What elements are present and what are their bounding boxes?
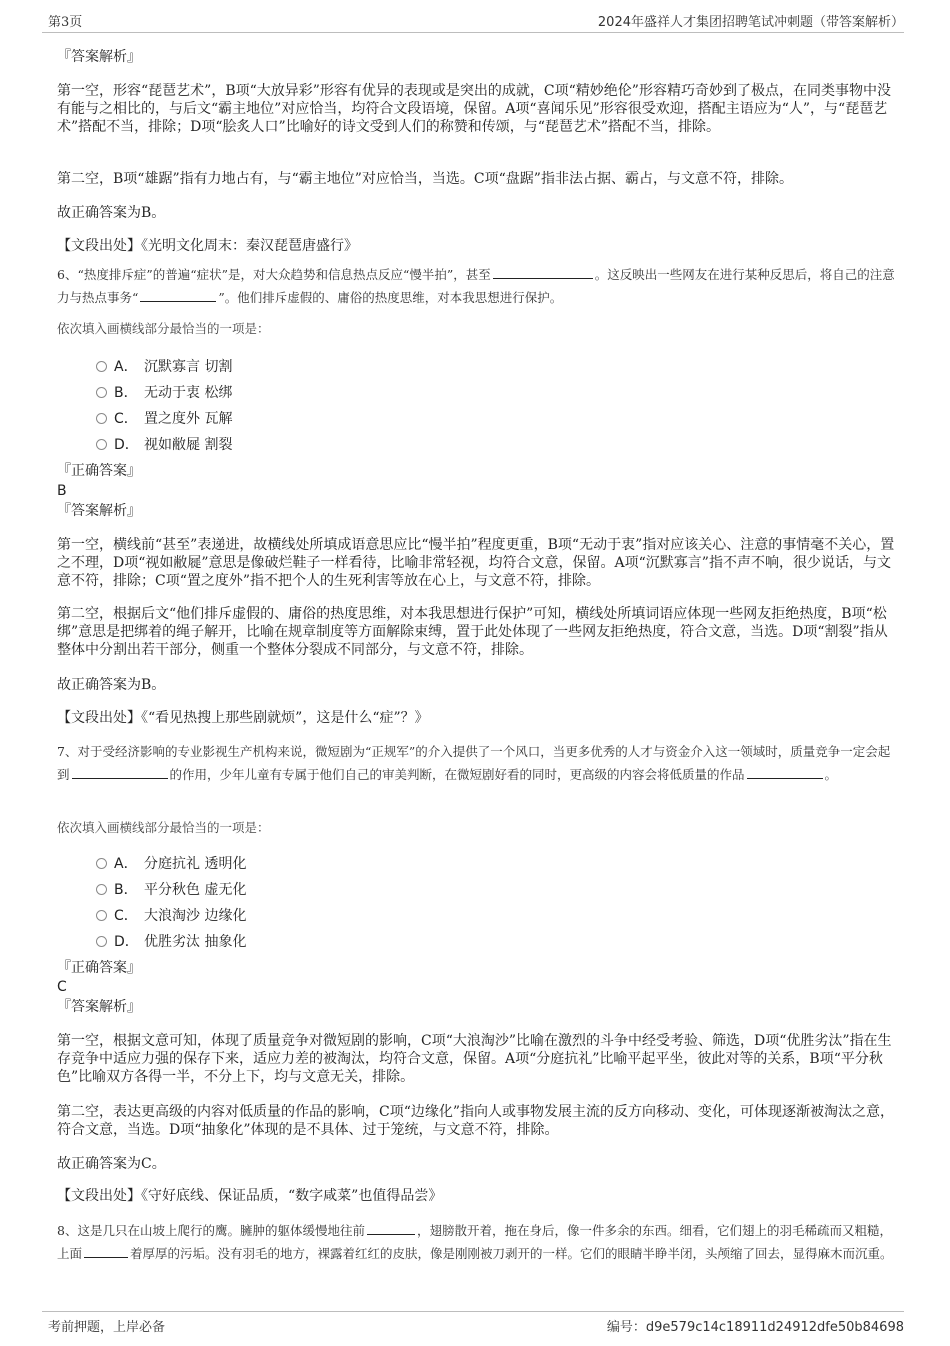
q5-source (57, 237, 895, 255)
document-code: 编号：d9e579c14c18911d24912dfe50b84698 (606, 1320, 904, 1335)
radio-button[interactable] (96, 910, 107, 921)
source-label: 【文段出处】 (57, 238, 141, 254)
correct-answer-heading: 『正确答案』 (57, 960, 141, 976)
radio-button[interactable] (96, 936, 107, 947)
fill-blank (493, 264, 593, 279)
q5-analysis-p1: 第一空，形容“琵琶艺术”，B项“大放异彩”形容有优异的表现或是突出的成就，C项“精妙绝伦”形容精巧奇妙到了极点，在同类事物中没有能与之相比的，与后文“霸主地位”对应恰当，均符合文段语境，保留。A项“喜闻乐见”形容很受欢迎，搭配主语应为“人”，与“琵琶艺术”搭配不当，排除；D项“脍炙人口”比喻好的诗文受到人们的称赞和传颂，与“琵琶艺术”搭配不当，排除。 (57, 83, 891, 135)
source-title: 《守好底线、保证品质，“数字咸菜”也值得品尝》 (141, 1188, 443, 1204)
analysis-heading: 『答案解析』 (57, 999, 141, 1015)
q6-analysis-p2: 第二空，根据后文“他们排斥虚假的、庸俗的热度思维，对本我思想进行保护”可知，横线处所填词语应体现一些网友拒绝热度，B项“松绑”意思是把绑着的绳子解开，比喻在规章制度等方面解除束缚，置于此处体现了一些网友拒绝热度，符合文意，当选。D项“割裂”指从整体中分割出若干部分，侧重一个整体分裂成不同部分，与文意不符，排除。 (57, 606, 888, 658)
source-title: 《光明文化周末：秦汉琵琶唐盛行》 (141, 238, 358, 254)
fill-blank (140, 287, 216, 302)
q6-answer: B (57, 483, 67, 499)
q7-analysis-p1: 第一空，根据文意可知，体现了质量竞争对微短剧的影响，C项“大浪淘沙”比喻在激烈的斗争中经受考验、筛选，D项“优胜劣汰”指在生存竞争中适应力强的保存下来，适应力差的被淘汰，均符合文意，保留。A项“分庭抗礼”比喻平起平坐，彼此对等的关系，B项“平分秋色”比喻双方各得一半，不分上下，均与文意无关，排除。 (57, 1033, 892, 1085)
q6-source (57, 709, 895, 727)
fill-blank (747, 764, 823, 779)
q5-conclusion: 故正确答案为B。 (57, 205, 166, 221)
radio-button[interactable] (96, 884, 107, 895)
document-title: 2024年盛祥人才集团招聘笔试冲刺题（带答案解析） (597, 15, 904, 30)
page-header (42, 0, 904, 33)
q7-source (57, 1187, 895, 1205)
page-number: 第3页 (48, 15, 83, 30)
footer-slogan: 考前押题，上岸必备 (48, 1320, 166, 1335)
fill-blank (84, 1243, 128, 1258)
fill-blank (367, 1220, 415, 1235)
q7-answer: C (57, 979, 67, 995)
analysis-heading: 『答案解析』 (57, 503, 141, 519)
radio-button[interactable] (96, 361, 107, 372)
fill-blank (72, 764, 168, 779)
q6-analysis-p1: 第一空，横线前“甚至”表递进，故横线处所填成语意思应比“慢半拍”程度更重，B项“无动于衷”指对应该关心、注意的事情毫不关心，置之不理，D项“视如敝屣”意思是像破烂鞋子一样看待，比喻非常轻视，均符合文意，保留。A项“沉默寡言”指不声不响，很少说话，与文意不符，排除；C项“置之度外”指不把个人的生死利害等放在心上，与文意不符，排除。 (57, 537, 895, 589)
page-footer (42, 1311, 904, 1346)
radio-button[interactable] (96, 387, 107, 398)
q6-prompt: 依次填入画横线部分最恰当的一项是： (57, 321, 270, 336)
analysis-heading: 『答案解析』 (57, 49, 141, 65)
source-label: 【文段出处】 (57, 710, 141, 726)
q7-conclusion: 故正确答案为C。 (57, 1156, 166, 1172)
q7-prompt: 依次填入画横线部分最恰当的一项是： (57, 820, 270, 835)
radio-button[interactable] (96, 413, 107, 424)
q5-analysis-p2: 第二空，B项“雄踞”指有力地占有，与“霸主地位”对应恰当，当选。C项“盘踞”指非法占据、霸占，与文意不符，排除。 (57, 171, 793, 187)
radio-button[interactable] (96, 858, 107, 869)
source-title: 《“看见热搜上那些剧就烦”，这是什么“症”？》 (141, 710, 429, 726)
q7-question: 7、对于受经济影响的专业影视生产机构来说，微短剧为“正规军”的介入提供了一个风口，当更多优秀的人才与资金介入这一领域时，质量竞争一定会起到 的作用，少年儿童有专属于他们自己的审美判断，在微短剧好看的同时，更高级的内容会将低质量的作品 。 (57, 744, 891, 782)
q8-question: 8、这是几只在山坡上爬行的鹰。臃肿的躯体缓慢地往前 ，翅膀散开着，拖在身后，像一件多余的东西。细看，它们翅上的羽毛稀疏而又粗糙，上面 着厚厚的污垢。没有羽毛的地方，裸露着红红的皮肤，像是刚刚被刀剥开的一样。它们的眼睛半睁半闭，头颅缩了回去，显得麻木而沉重。 (57, 1219, 895, 1265)
q6-question: 6、“热度排斥症”的普遍“症状”是，对大众趋势和信息热点反应“慢半拍”，甚至 。这反映出一些网友在进行某种反思后，将自己的注意力与热点事务“ ”。他们排斥虚假的、庸俗的热度思维，对本我思想进行保护。 (57, 263, 895, 309)
q7-analysis-p2: 第二空，表达更高级的内容对低质量的作品的影响，C项“边缘化”指向人或事物发展主流的反方向移动、变化，可体现逐渐被淘汰之意，符合文意，当选。D项“抽象化”体现的是不具体、过于笼统，与文意不符，排除。 (57, 1104, 895, 1138)
q6-conclusion: 故正确答案为B。 (57, 677, 166, 693)
source-label: 【文段出处】 (57, 1188, 141, 1204)
correct-answer-heading: 『正确答案』 (57, 463, 141, 479)
radio-button[interactable] (96, 439, 107, 450)
